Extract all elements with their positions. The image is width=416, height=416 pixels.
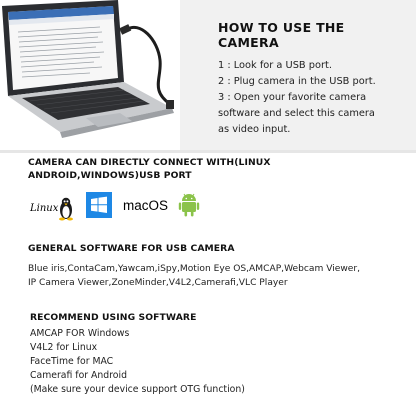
recommend-line: AMCAP FOR Windows [30,328,130,339]
section-divider [0,150,416,153]
how-to-step: as video input. [218,124,291,135]
apple-icon [123,192,173,224]
recommend-line: (Make sure your device support OTG function) [30,384,245,395]
linux-penguin-icon [28,192,76,224]
os-logo-row [28,192,228,226]
recommend-title: RECOMMEND USING SOFTWARE [30,312,197,323]
android-robot-icon [178,192,200,224]
how-to-step: 2 : Plug camera in the USB port. [218,76,376,87]
macos-label: macOS [123,198,169,213]
recommend-line: Camerafi for Android [30,370,127,381]
linux-label: Linux [30,203,59,214]
how-to-use-section [218,20,408,138]
recommend-line: V4L2 for Linux [30,342,98,353]
how-to-step: 1 : Look for a USB port. [218,60,332,71]
compat-title-line1: CAMERA CAN DIRECTLY CONNECT WITH(LINUX [28,157,271,168]
how-to-use-title: HOW TO USE THE CAMERA [218,20,345,50]
recommend-line: FaceTime for MAC [30,356,114,367]
general-software-line1: Blue iris,ContaCam,Yawcam,iSpy,Motion Eye OS,AMCAP,Webcam Viewer, [28,264,361,274]
how-to-step: software and select this camera [218,108,375,119]
compat-title-line2: ANDROID,WINDOWS)USB PORT [28,170,192,181]
windows-logo-icon [86,192,112,224]
general-software-line2: IP Camera Viewer,ZoneMinder,V4L2,Camerafi,VLC Player [28,278,288,288]
general-software-title: GENERAL SOFTWARE FOR USB CAMERA [28,243,235,254]
laptop-usb-illustration [0,0,180,150]
how-to-step: 3 : Open your favorite camera [218,92,367,103]
